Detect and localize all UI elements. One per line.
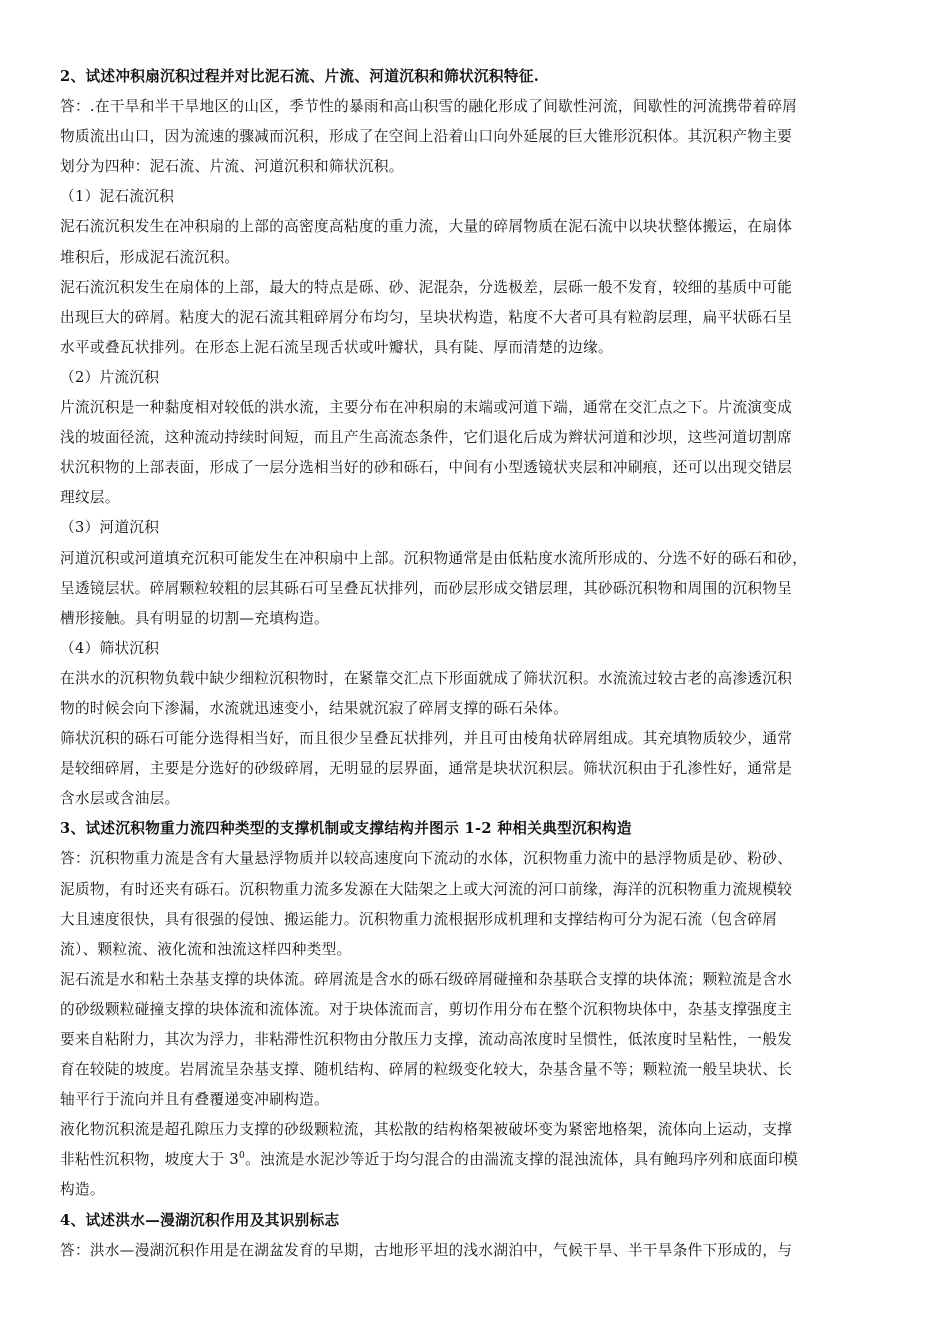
line-text: 片流沉积是一种黏度相对较低的洪水流，主要分布在冲积扇的末端或河道下端，通常在交汇点之下。片流演变成 [60, 399, 793, 417]
text-line [60, 453, 890, 483]
line-text: 要来自粘附力，其次为浮力，非粘滞性沉积物由分散压力支撑，流动高浓度时呈惯性，低浓度时呈粘性，一般发 [60, 1031, 793, 1048]
text-line [60, 965, 890, 995]
section-heading [60, 814, 890, 844]
text-line [60, 273, 890, 303]
line-text: 物质流出山口，因为流速的骤减而沉积，形成了在空间上沿着山口向外延展的巨大锥形沉积体。其沉积产物主要 [60, 128, 793, 146]
line-text: 轴平行于流向并且有叠覆递变冲刷构造。 [60, 1091, 329, 1109]
text-line [60, 844, 890, 874]
text-line [60, 784, 890, 814]
line-text: 流）、颗粒流、液化流和浊流这样四种类型。 [60, 940, 352, 958]
line-text: 答：沉积物重力流是含有大量悬浮物质并以较高速度向下流动的水体，沉积物重力流中的悬浮物质是砂、粉砂、 [60, 850, 793, 868]
line-text: （4）筛状沉积 [60, 639, 160, 657]
text-line [60, 1055, 890, 1085]
line-text: 3、试述沉积物重力流四种类型的支撑机制或支撑结构并图示 1-2 种相关典型沉积构造 [60, 820, 632, 838]
line-text: 4、试述洪水—漫湖沉积作用及其识别标志 [60, 1211, 340, 1229]
line-text: 状沉积物的上部表面，形成了一层分选相当好的砂和砾石，中间有小型透镜状夹层和冲刷痕，还可以出现交错层 [60, 459, 793, 477]
line-text: 是较细碎屑，主要是分选好的砂级碎屑，无明显的层界面，通常是块状沉积层。筛状沉积由于孔渗性好，通常是 [60, 760, 793, 778]
text-line [60, 905, 890, 935]
text-line [60, 664, 890, 694]
line-text: 答：洪水—漫湖沉积作用是在湖盆发育的早期，古地形平坦的浅水湖泊中，气候干旱、半干旱条件下形成的，与 [60, 1241, 793, 1259]
line-text: 非粘性沉积物，坡度大于 3 [60, 1151, 240, 1169]
text-line [60, 724, 890, 754]
text-line [60, 754, 890, 784]
text-line [60, 544, 890, 574]
text-line [60, 212, 890, 242]
text-line [60, 574, 890, 604]
text-line [60, 1025, 890, 1055]
line-text: 划分为四种：泥石流、片流、河道沉积和筛状沉积。 [60, 158, 404, 176]
line-text: 槽形接触。具有明显的切割—充填构造。 [60, 609, 329, 627]
text-line [60, 1145, 890, 1175]
line-text: 河道沉积或河道填充沉积可能发生在冲积扇中上部。沉积物通常是由低粘度水流所形成的、分选不好的砾石和砂， [60, 549, 808, 567]
line-text: 物的时候会向下渗漏，水流就迅速变小，结果就沉寂了碎屑支撑的砾石朵体。 [60, 699, 569, 717]
text-line [60, 1085, 890, 1115]
section-heading [60, 62, 890, 92]
text-line [60, 694, 890, 724]
text-line [60, 1175, 890, 1205]
line-text: 大且速度很快，具有很强的侵蚀、搬运能力。沉积物重力流根据形成机理和支撑结构可分为泥石流（包含碎屑 [60, 910, 778, 928]
text-line [60, 182, 890, 212]
line-text: 泥石流沉积发生在扇体的上部，最大的特点是砾、砂、泥混杂，分选极差，层砾一般不发育，较细的基质中可能 [60, 278, 793, 296]
text-line [60, 122, 890, 152]
line-text: 在洪水的沉积物负载中缺少细粒沉积物时，在紧靠交汇点下形面就成了筛状沉积。水流流过较古老的高渗透沉积 [60, 669, 793, 687]
line-text: 的砂级颗粒碰撞支撑的块体流和流体流。对于块体流而言，剪切作用分布在整个沉积物块体中，杂基支撑强度主 [60, 1000, 793, 1018]
section-heading [60, 1206, 890, 1236]
document-body [60, 62, 890, 1266]
text-line [60, 363, 890, 393]
line-text: 出现巨大的碎屑。粘度大的泥石流其粗碎屑分布均匀，呈块状构造，粘度不大者可具有粒韵层理，扁平状砾石呈 [60, 308, 793, 326]
line-text: （3）河道沉积 [60, 519, 160, 537]
line-text: 理纹层。 [60, 489, 120, 507]
line-text: 泥石流沉积发生在冲积扇的上部的高密度高粘度的重力流，大量的碎屑物质在泥石流中以块状整体搬运，在扇体 [60, 218, 793, 236]
text-line [60, 634, 890, 664]
line-text: （2）片流沉积 [60, 368, 160, 386]
line-text: 液化物沉积流是超孔隙压力支撑的砂级颗粒流，其松散的结构格架被破坏变为紧密地格架，流体向上运动，支撑 [60, 1121, 793, 1139]
text-line [60, 1236, 890, 1266]
line-text: 构造。 [60, 1181, 105, 1199]
line-text: 泥质物，有时还夹有砾石。沉积物重力流多发源在大陆架之上或大河流的河口前缘，海洋的沉积物重力流规模较 [60, 880, 793, 898]
text-line [60, 92, 890, 122]
text-line [60, 935, 890, 965]
text-line [60, 1115, 890, 1145]
line-text: 含水层或含油层。 [60, 790, 180, 808]
text-line [60, 875, 890, 905]
text-line [60, 423, 890, 453]
text-line [60, 303, 890, 333]
line-text: 泥石流是水和粘土杂基支撑的块体流。碎屑流是含水的砾石级碎屑碰撞和杂基联合支撑的块体流；颗粒流是含水 [60, 970, 793, 988]
line-text: 浅的坡面径流，这种流动持续时间短，而且产生高流态条件，它们退化后成为辫状河道和沙坝，这些河道切割席 [60, 429, 793, 447]
text-line [60, 604, 890, 634]
superscript: 0 [239, 1151, 246, 1162]
line-text: 育在较陡的坡度。岩屑流呈杂基支撑、随机结构、碎屑的粒级变化较大，杂基含量不等；颗粒流一般呈块状、长 [60, 1061, 793, 1079]
text-line [60, 243, 890, 273]
text-line [60, 152, 890, 182]
line-text: 2、试述冲积扇沉积过程并对比泥石流、片流、河道沉积和筛状沉积特征. [60, 68, 540, 85]
text-line [60, 995, 890, 1025]
line-text: 堆积后，形成泥石流沉积。 [60, 248, 240, 266]
line-text: （1）泥石流沉积 [60, 188, 175, 206]
line-text: 筛状沉积的砾石可能分选得相当好，而且很少呈叠瓦状排列，并且可由棱角状碎屑组成。其充填物质较少，通常 [60, 730, 793, 748]
line-text: 答：.在干旱和半干旱地区的山区，季节性的暴雨和高山积雪的融化形成了间歇性河流，间歇性的河流携带着碎屑 [60, 98, 798, 116]
line-text: 呈透镜层状。碎屑颗粒较粗的层其砾石可呈叠瓦状排列，而砂层形成交错层理，其砂砾沉积物和周围的沉积物呈 [60, 579, 793, 597]
text-line [60, 333, 890, 363]
line-text-continued: 。浊流是水泥沙等近于均匀混合的由湍流支撑的混浊流体，具有鲍玛序列和底面印模 [245, 1151, 799, 1169]
line-text: 水平或叠瓦状排列。在形态上泥石流呈现舌状或叶瓣状，具有陡、厚而清楚的边缘。 [60, 338, 613, 356]
text-line [60, 513, 890, 543]
text-line [60, 483, 890, 513]
text-line [60, 393, 890, 423]
